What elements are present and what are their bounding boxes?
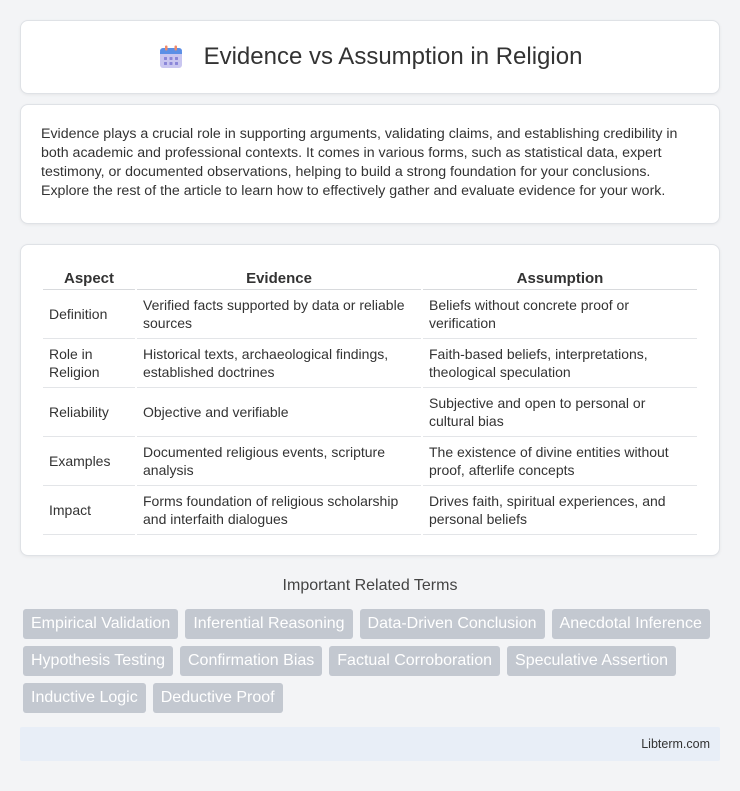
related-term-tag[interactable]: Deductive Proof (153, 683, 283, 713)
comparison-table-card (20, 244, 720, 556)
footer (20, 727, 720, 761)
header-card (20, 20, 720, 94)
page-title: Evidence vs Assumption in Religion (203, 43, 583, 70)
evidence-cell: Historical texts, archaeological findings, established doctrines (137, 339, 421, 388)
related-terms-title: Important Related Terms (282, 577, 458, 594)
evidence-cell: Objective and verifiable (137, 388, 421, 437)
related-term-tag[interactable]: Factual Corroboration (329, 646, 500, 676)
table-row (43, 290, 697, 339)
related-terms-list (23, 609, 723, 713)
aspect-cell: Impact (43, 486, 135, 535)
assumption-cell: Subjective and open to personal or cultural bias (423, 388, 697, 437)
aspect-cell: Reliability (43, 388, 135, 437)
table-row (43, 388, 697, 437)
column-header-aspect: Aspect (43, 265, 135, 290)
table-row (43, 339, 697, 388)
evidence-cell: Forms foundation of religious scholarship and interfaith dialogues (137, 486, 421, 535)
assumption-cell: Faith-based beliefs, interpretations, theological speculation (423, 339, 697, 388)
table-row (43, 486, 697, 535)
related-term-tag[interactable]: Inferential Reasoning (185, 609, 352, 639)
related-term-tag[interactable]: Inductive Logic (23, 683, 146, 713)
assumption-cell: Beliefs without concrete proof or verification (423, 290, 697, 339)
related-term-tag[interactable]: Confirmation Bias (180, 646, 322, 676)
assumption-cell: The existence of divine entities without proof, afterlife concepts (423, 437, 697, 486)
aspect-cell: Examples (43, 437, 135, 486)
related-term-tag[interactable]: Speculative Assertion (507, 646, 676, 676)
comparison-table (41, 265, 699, 535)
related-term-tag[interactable]: Anecdotal Inference (552, 609, 710, 639)
intro-card (20, 104, 720, 224)
column-header-assumption: Assumption (423, 265, 697, 290)
calendar-icon (158, 44, 184, 70)
related-term-tag[interactable]: Data-Driven Conclusion (360, 609, 545, 639)
aspect-cell: Definition (43, 290, 135, 339)
assumption-cell: Drives faith, spiritual experiences, and personal beliefs (423, 486, 697, 535)
related-term-tag[interactable]: Empirical Validation (23, 609, 178, 639)
evidence-cell: Documented religious events, scripture analysis (137, 437, 421, 486)
evidence-cell: Verified facts supported by data or reliable sources (137, 290, 421, 339)
header (158, 43, 583, 71)
related-term-tag[interactable]: Hypothesis Testing (23, 646, 173, 676)
table-header-row (43, 265, 697, 290)
aspect-cell: Role in Religion (43, 339, 135, 388)
intro-paragraph: Evidence plays a crucial role in supporting arguments, validating claims, and establishing credibility in both academic and professional contexts. It comes in various forms, such as statistical data, expert testimony, or documented observations, helping to build a strong foundation for your conclusions. Explore the rest of the article to learn how to effectively gather and evaluate evidence for your work. (41, 126, 678, 199)
table-row (43, 437, 697, 486)
column-header-evidence: Evidence (137, 265, 421, 290)
footer-site-link[interactable]: Libterm.com (641, 737, 710, 751)
